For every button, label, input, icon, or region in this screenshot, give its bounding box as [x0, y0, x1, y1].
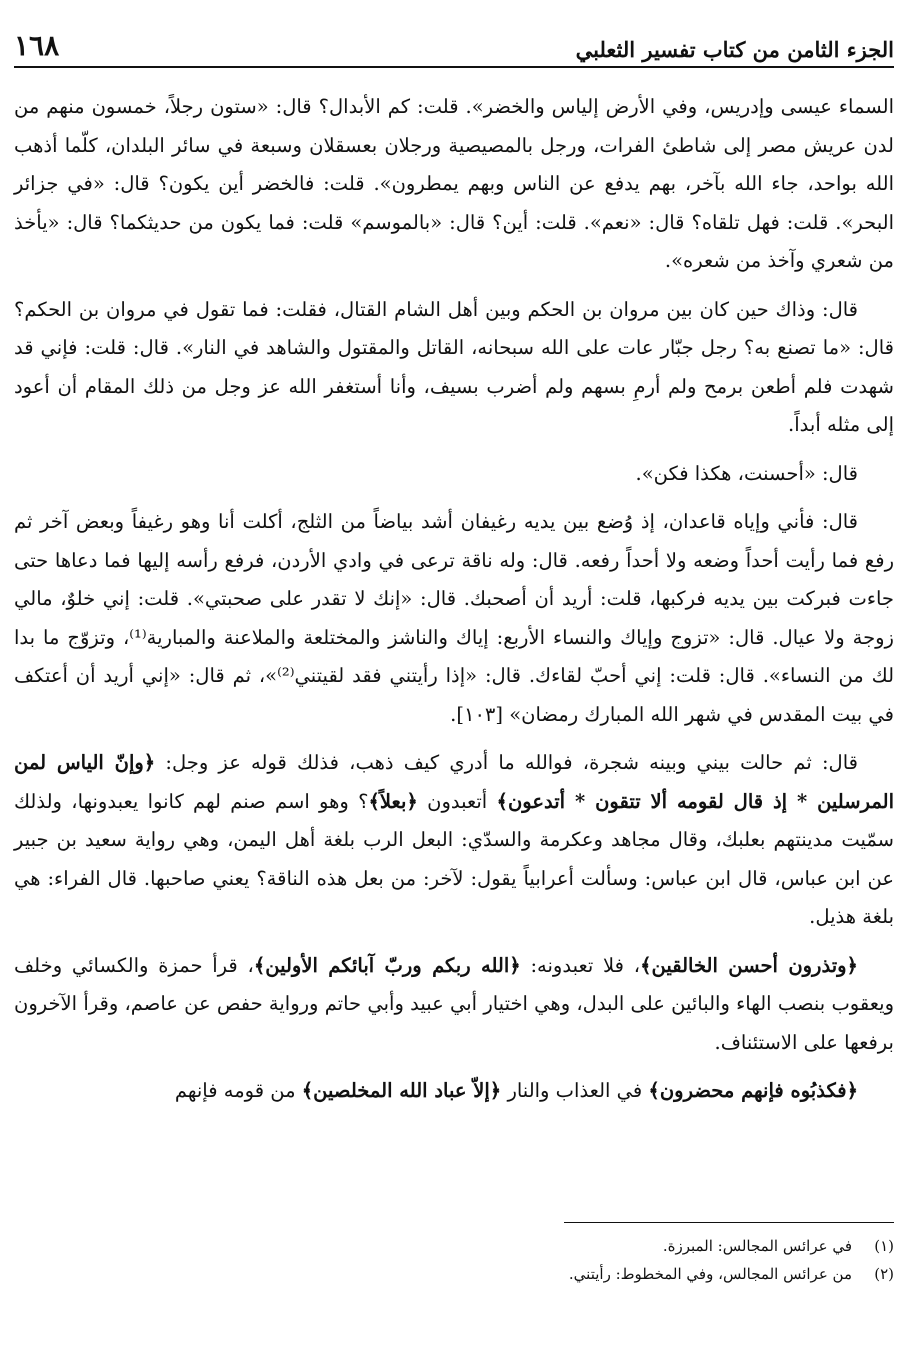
- paragraph: [14, 88, 894, 281]
- text-segment: قال: وذاك حين كان بين مروان بن الحكم وبين أهل الشام القتال، فقلت: فما تقول في مروان بن الحكم؟ قال: «ما تصنع به؟ رجل جبّار عات على الله سبحانه، القاتل والمقتول والشاهد في النار». قال: قلت: فإني قد شهدت فلم أطعن برمح ولم أرمِ بسهم ولم أضرب بسيف، وأنا أستغفر الله عز وجل من ذلك المقام أن أعود إلى مثله أبداً.: [14, 297, 894, 436]
- footnote-text: من عرائس المجالس، وفي المخطوط: رأيتني.: [568, 1265, 852, 1283]
- footnote-number: (٢): [874, 1265, 894, 1283]
- quran-verse: ﴿وتذرون أحسن الخالقين﴾: [640, 953, 858, 977]
- text-segment: ، قرأ حمزة والكسائي وخلف ويعقوب بنصب الهاء والبائين على البدل، وهي اختيار أبي عبيد وأبي حاتم ورواية حفص عن عاصم، وقرأ الآخرون برفعها على الاستئناف.: [14, 953, 894, 1054]
- paragraph: [14, 1072, 894, 1111]
- text-segment: أتعبدون: [417, 789, 497, 813]
- page-header: [14, 22, 894, 68]
- footnote-number: (١): [874, 1237, 894, 1255]
- footnote-divider: [564, 1222, 894, 1223]
- body-text: [14, 88, 894, 1121]
- text-segment: ؟ وهو اسم صنم لهم كانوا يعبدونها، ولذلك سمّيت مدينتهم بعلبك، وقال مجاهد وعكرمة والسدّي: البعل الرب بلغة أهل اليمن، وهي رواية سعيد بن جبير عن ابن عباس، قال ابن عباس: وسألت أعرابياً يقول: لآخر: من بعل هذه الناقة؟ يعني صاحبها. قال الفراء: هي بلغة هذيل.: [14, 789, 894, 928]
- text-segment: قال: فأني وإياه قاعدان، إذ وُضع بين يديه رغيفان أشد بياضاً من الثلج، أكلت أنا وهو رغيفاً وبعض آخر ثم رفع فما رأيت أحداً وضعه ولا أحداً رفعه. قال: وله ناقة ترعى في وادي الأردن، فرفع رأسه إليها فما دعاها حتى جاءت فبركت بين يديه فركبها، قلت: أريد أن أصحبك. قال: «إنك لا تقدر على صحبتي». قلت: إني خلوٌ، مالي زوجة ولا عيال. قال: «تزوج وإياك والنساء الأربع: إياك والناشز والمختلعة والملاعنة والمبارية⁽¹⁾، وتزوّج ما بدا لك من النساء». قال: قلت: إني أحبّ لقاءك. قال: «إذا رأيتني فقد لقيتني⁽²⁾»، ثم قال: «إني أريد أن أعتكف في بيت المقدس في شهر الله المبارك رمضان» [١٠٣].: [14, 510, 895, 726]
- paragraph: [14, 744, 894, 937]
- text-segment: من قومه فإنهم: [174, 1079, 302, 1102]
- text-segment: في العذاب والنار: [501, 1079, 649, 1102]
- text-segment: السماء عيسى وإدريس، وفي الأرض إلياس والخضر». قلت: كم الأبدال؟ قال: «ستون رجلاً، خمسون منهم من لدن عريش مصر إلى شاطئ الفرات، ورجل بالمصيصية ورجلان بعسقلان وسبعة في سائر البلدان، كلّما أذهب الله بواحد، جاء الله بآخر، بهم يدفع عن الناس وبهم يمطرون». قلت: فالخضر أين يكون؟ قال: «في جزائر البحر». قلت: فهل تلقاه؟ قال: «نعم». قلت: أين؟ قال: «بالموسم» قلت: فما يكون من حديثكما؟ قال: «يأخذ من شعري وآخذ من شعره».: [14, 95, 894, 272]
- footnotes: [14, 1232, 894, 1288]
- footnote: [14, 1232, 894, 1260]
- text-segment: قال: «أحسنت، هكذا فكن».: [635, 461, 858, 485]
- paragraph: [14, 455, 894, 494]
- text-segment: قال: ثم حالت بيني وبينه شجرة، فوالله ما أدري كيف ذهب، فذلك قوله عز وجل:: [155, 751, 858, 774]
- quran-verse: ﴿فكذبُوه فإنهم محضرون﴾: [648, 1079, 858, 1102]
- footnote: [14, 1260, 894, 1288]
- book-page: [14, 0, 894, 1365]
- quran-verse: ﴿الله ربكم وربّ آبائكم الأولين﴾: [253, 953, 521, 977]
- quran-verse: ﴿بعلاً﴾: [368, 789, 418, 813]
- running-title: الجزء الثامن من كتاب تفسير الثعلبي: [575, 37, 894, 62]
- footnote-text: في عرائس المجالس: المبرزة.: [662, 1237, 852, 1255]
- quran-verse: ﴿وإنّ الياس لمن المرسلين * إذ قال لقومه ألا تتقون * أتدعون﴾: [14, 751, 894, 813]
- paragraph: [14, 947, 894, 1063]
- quran-verse: ﴿إلاّ عباد الله المخلصين﴾: [301, 1079, 502, 1102]
- page-number: ١٦٨: [14, 29, 60, 62]
- paragraph: [14, 503, 894, 734]
- text-segment: ، فلا تعبدونه:: [520, 953, 641, 977]
- paragraph: [14, 291, 894, 445]
